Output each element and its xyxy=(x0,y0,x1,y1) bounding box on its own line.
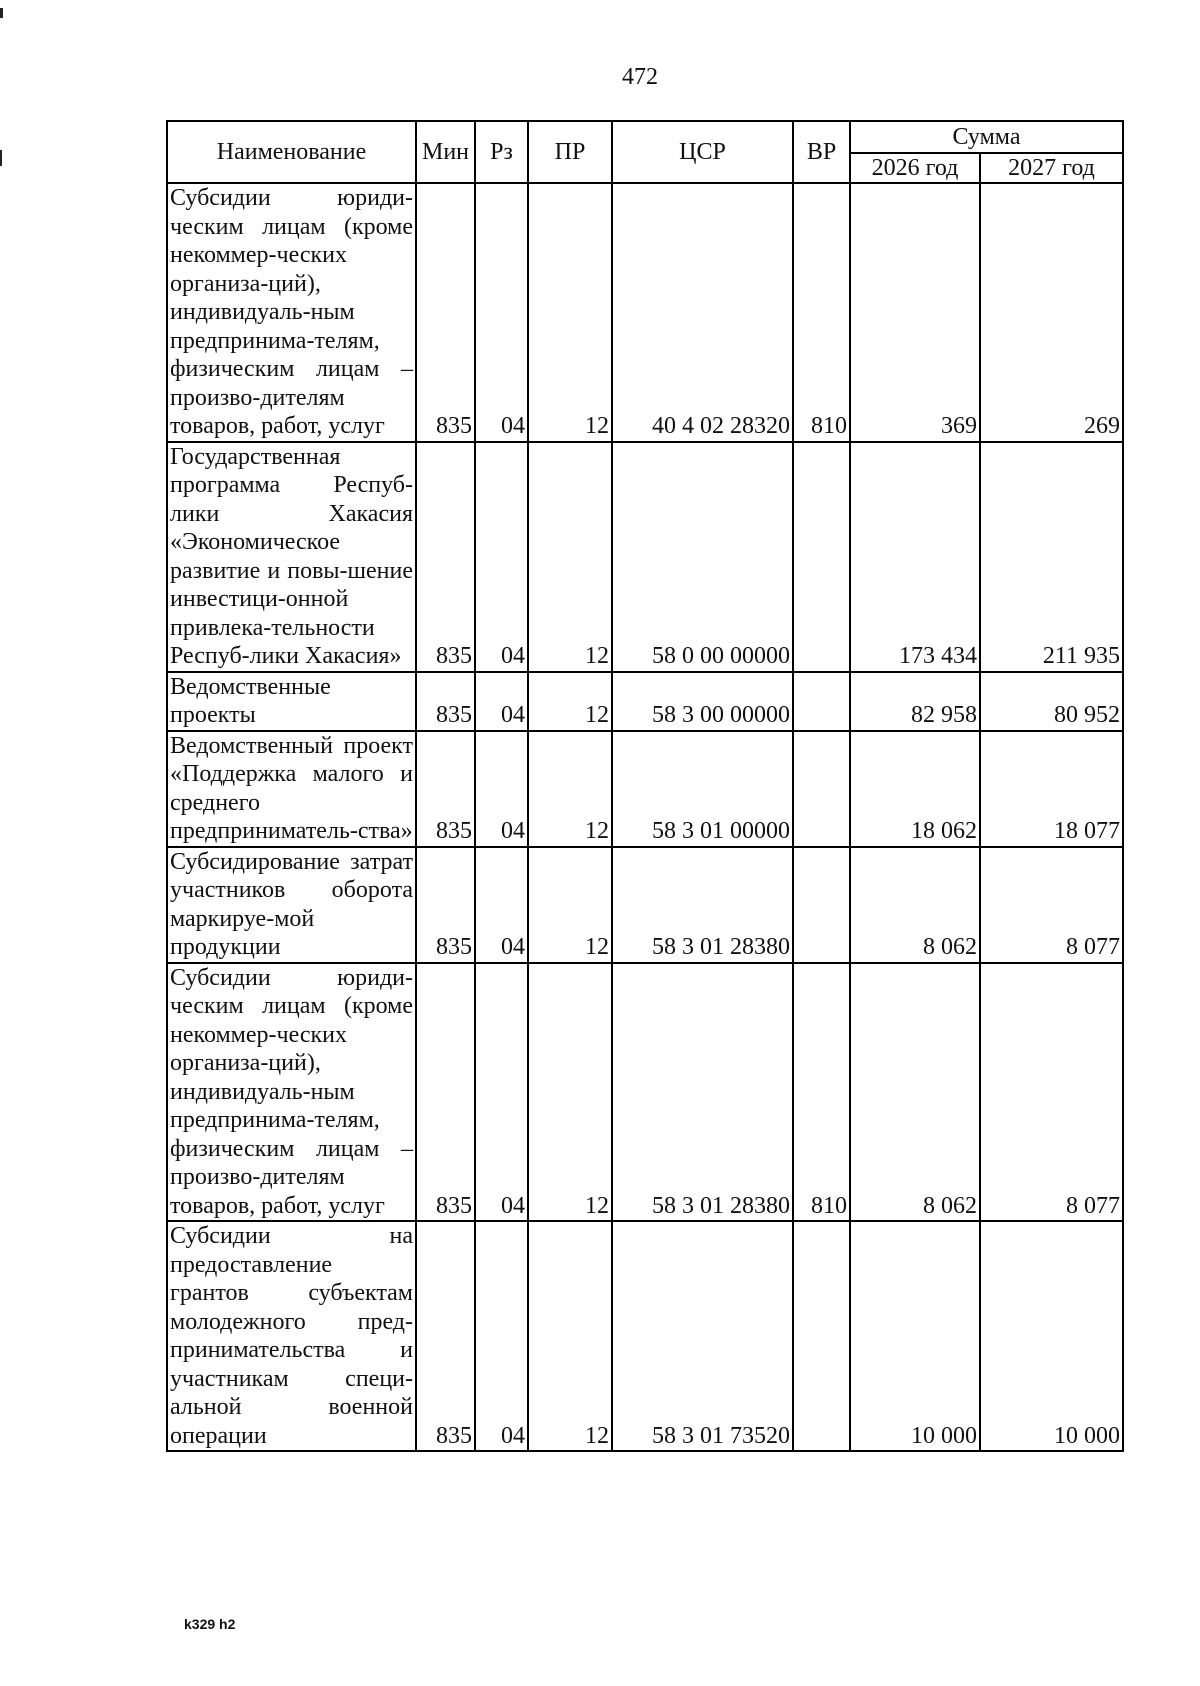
row-vr xyxy=(793,1221,850,1451)
header-row-1 xyxy=(167,121,1123,153)
row-csr: 58 3 00 00000 xyxy=(612,672,793,731)
row-pr: 12 xyxy=(528,442,612,672)
col-header-vr: ВР xyxy=(793,121,850,183)
row-min: 835 xyxy=(416,672,475,731)
table-row xyxy=(167,963,1123,1222)
row-min: 835 xyxy=(416,963,475,1222)
row-sum-2027: 8 077 xyxy=(980,847,1123,963)
scan-mark-left xyxy=(0,150,2,166)
row-sum-2026: 18 062 xyxy=(850,731,980,847)
table-row xyxy=(167,1221,1123,1451)
col-header-pr: ПР xyxy=(528,121,612,183)
row-sum-2026: 173 434 xyxy=(850,442,980,672)
row-csr: 58 3 01 28380 xyxy=(612,847,793,963)
table-row xyxy=(167,672,1123,731)
row-csr: 58 0 00 00000 xyxy=(612,442,793,672)
row-name: Субсидии на предоставление грантов субъектам молодежного пред-принимательства и участникам специ-альной военной операции xyxy=(167,1221,416,1451)
row-pr: 12 xyxy=(528,672,612,731)
col-header-name: Наименование xyxy=(167,121,416,183)
row-vr: 810 xyxy=(793,963,850,1222)
col-header-rz: Рз xyxy=(475,121,528,183)
footer-code: k329 h2 xyxy=(184,1616,236,1632)
col-header-csr: ЦСР xyxy=(612,121,793,183)
row-vr xyxy=(793,847,850,963)
row-vr xyxy=(793,442,850,672)
row-min: 835 xyxy=(416,183,475,442)
row-name: Субсидии юриди-ческим лицам (кроме некоммер-ческих организа-ций), индивидуаль-ным предпринима-телям, физическим лицам – произво-дителям товаров, работ, услуг xyxy=(167,183,416,442)
row-name: Ведомственные проекты xyxy=(167,672,416,731)
page-number: 472 xyxy=(622,64,658,90)
row-min: 835 xyxy=(416,442,475,672)
row-min: 835 xyxy=(416,847,475,963)
table-row xyxy=(167,731,1123,847)
row-rz: 04 xyxy=(475,672,528,731)
row-pr: 12 xyxy=(528,963,612,1222)
row-pr: 12 xyxy=(528,1221,612,1451)
col-header-year-2027: 2027 год xyxy=(980,153,1123,183)
row-csr: 58 3 01 00000 xyxy=(612,731,793,847)
row-csr: 58 3 01 73520 xyxy=(612,1221,793,1451)
row-name: Государственная программа Респуб-лики Хакасия «Экономическое развитие и повы-шение инвестици-онной привлека-тельности Респуб-лики Хакасия» xyxy=(167,442,416,672)
row-min: 835 xyxy=(416,731,475,847)
table-row xyxy=(167,183,1123,442)
row-vr xyxy=(793,672,850,731)
row-sum-2027: 8 077 xyxy=(980,963,1123,1222)
row-sum-2026: 82 958 xyxy=(850,672,980,731)
row-vr xyxy=(793,731,850,847)
row-rz: 04 xyxy=(475,963,528,1222)
budget-table xyxy=(166,120,1124,1452)
table-row xyxy=(167,847,1123,963)
row-pr: 12 xyxy=(528,183,612,442)
row-name: Субсидирование затрат участников оборота маркируе-мой продукции xyxy=(167,847,416,963)
row-name: Ведомственный проект «Поддержка малого и среднего предприниматель-ства» xyxy=(167,731,416,847)
row-sum-2027: 18 077 xyxy=(980,731,1123,847)
row-sum-2026: 369 xyxy=(850,183,980,442)
row-csr: 58 3 01 28380 xyxy=(612,963,793,1222)
table-row xyxy=(167,442,1123,672)
row-rz: 04 xyxy=(475,847,528,963)
scan-mark-top xyxy=(0,8,3,18)
row-sum-2026: 8 062 xyxy=(850,963,980,1222)
row-sum-2027: 211 935 xyxy=(980,442,1123,672)
row-sum-2026: 10 000 xyxy=(850,1221,980,1451)
col-header-year-2026: 2026 год xyxy=(850,153,980,183)
col-header-min: Мин xyxy=(416,121,475,183)
row-name: Субсидии юриди-ческим лицам (кроме некоммер-ческих организа-ций), индивидуаль-ным предпринима-телям, физическим лицам – произво-дителям товаров, работ, услуг xyxy=(167,963,416,1222)
row-min: 835 xyxy=(416,1221,475,1451)
row-sum-2027: 10 000 xyxy=(980,1221,1123,1451)
row-sum-2027: 80 952 xyxy=(980,672,1123,731)
row-sum-2026: 8 062 xyxy=(850,847,980,963)
row-rz: 04 xyxy=(475,183,528,442)
row-vr: 810 xyxy=(793,183,850,442)
row-pr: 12 xyxy=(528,731,612,847)
row-rz: 04 xyxy=(475,731,528,847)
row-rz: 04 xyxy=(475,442,528,672)
col-header-sum: Сумма xyxy=(850,121,1123,153)
row-pr: 12 xyxy=(528,847,612,963)
row-rz: 04 xyxy=(475,1221,528,1451)
row-sum-2027: 269 xyxy=(980,183,1123,442)
row-csr: 40 4 02 28320 xyxy=(612,183,793,442)
